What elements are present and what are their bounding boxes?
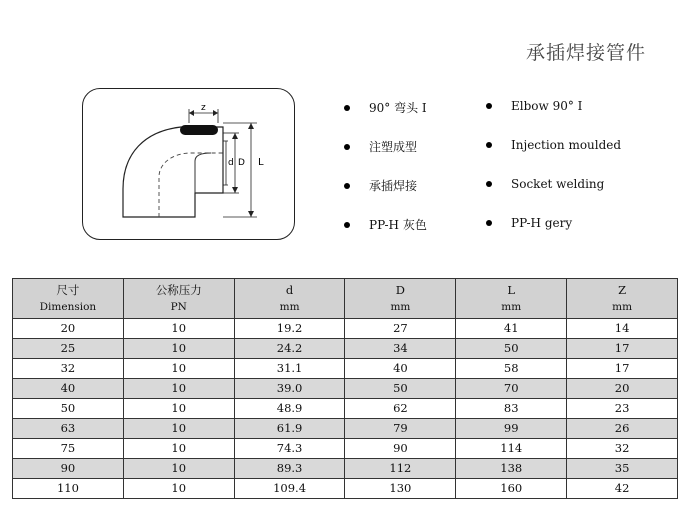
table-cell: 26 <box>567 419 678 439</box>
label-z: z <box>201 103 206 113</box>
table-cell: 10 <box>123 419 234 439</box>
table-cell: 10 <box>123 479 234 499</box>
table-cell: 61.9 <box>234 419 345 439</box>
table-cell: 31.1 <box>234 359 345 379</box>
label-D: D <box>238 158 245 168</box>
table-row <box>13 379 678 399</box>
table-cell: 17 <box>567 339 678 359</box>
table-cell: 48.9 <box>234 399 345 419</box>
table-cell: 74.3 <box>234 439 345 459</box>
table-header-row <box>13 279 678 319</box>
table-row <box>13 359 678 379</box>
table-cell: 23 <box>567 399 678 419</box>
table-cell: 14 <box>567 319 678 339</box>
feature-left-1: 90° 弯头 Ⅰ <box>344 99 427 116</box>
feature-right-2: Injection moulded <box>486 138 621 152</box>
table-cell: 40 <box>345 359 456 379</box>
table-cell: 89.3 <box>234 459 345 479</box>
table-cell: 19.2 <box>234 319 345 339</box>
table-cell: 25 <box>13 339 124 359</box>
table-cell: 41 <box>456 319 567 339</box>
header-L: L mm <box>456 279 567 319</box>
feature-left-2: 注塑成型 <box>344 138 417 155</box>
table-cell: 58 <box>456 359 567 379</box>
table-cell: 130 <box>345 479 456 499</box>
table-cell: 75 <box>13 439 124 459</box>
table-cell: 138 <box>456 459 567 479</box>
table-cell: 114 <box>456 439 567 459</box>
table-cell: 32 <box>567 439 678 459</box>
table-cell: 10 <box>123 459 234 479</box>
table-cell: 62 <box>345 399 456 419</box>
feature-left-3: 承插焊接 <box>344 177 417 194</box>
table-cell: 70 <box>456 379 567 399</box>
header-d: d mm <box>234 279 345 319</box>
table-cell: 20 <box>567 379 678 399</box>
header-D: D mm <box>345 279 456 319</box>
table-cell: 35 <box>567 459 678 479</box>
table-cell: 50 <box>456 339 567 359</box>
bullet-icon <box>486 181 492 187</box>
label-L: L <box>258 157 264 168</box>
table-row <box>13 319 678 339</box>
table-cell: 10 <box>123 339 234 359</box>
table-cell: 10 <box>123 359 234 379</box>
table-cell: 160 <box>456 479 567 499</box>
elbow-drawing <box>83 89 296 241</box>
table-row <box>13 399 678 419</box>
table-cell: 10 <box>123 439 234 459</box>
table-cell: 79 <box>345 419 456 439</box>
label-d: d <box>228 158 234 168</box>
header-pn: 公称压力 PN <box>123 279 234 319</box>
table-cell: 10 <box>123 319 234 339</box>
bullet-icon <box>486 142 492 148</box>
table-cell: 110 <box>13 479 124 499</box>
bullet-icon <box>344 222 350 228</box>
bullet-icon <box>486 103 492 109</box>
table-row <box>13 439 678 459</box>
table-cell: 83 <box>456 399 567 419</box>
table-cell: 112 <box>345 459 456 479</box>
table-body <box>13 319 678 499</box>
table-cell: 50 <box>345 379 456 399</box>
table-cell: 90 <box>13 459 124 479</box>
table-cell: 42 <box>567 479 678 499</box>
feature-right-3: Socket welding <box>486 177 604 191</box>
table-cell: 27 <box>345 319 456 339</box>
table-cell: 32 <box>13 359 124 379</box>
bullet-icon <box>486 220 492 226</box>
bullet-icon <box>344 183 350 189</box>
header-Z: Z mm <box>567 279 678 319</box>
page-title: 承插焊接管件 <box>525 42 646 64</box>
table-cell: 20 <box>13 319 124 339</box>
table-cell: 10 <box>123 379 234 399</box>
elbow-diagram <box>82 88 295 240</box>
table-cell: 50 <box>13 399 124 419</box>
table-cell: 17 <box>567 359 678 379</box>
table-cell: 63 <box>13 419 124 439</box>
feature-right-4: PP-H gery <box>486 216 572 230</box>
table-row <box>13 339 678 359</box>
table-cell: 90 <box>345 439 456 459</box>
table-cell: 109.4 <box>234 479 345 499</box>
table-cell: 24.2 <box>234 339 345 359</box>
bullet-icon <box>344 105 350 111</box>
feature-right-1: Elbow 90° Ⅰ <box>486 99 582 113</box>
table-cell: 10 <box>123 399 234 419</box>
table-row <box>13 479 678 499</box>
table-row <box>13 419 678 439</box>
header-dimension: 尺寸 Dimension <box>13 279 124 319</box>
socket-ring <box>180 125 218 135</box>
feature-left-4: PP-H 灰色 <box>344 216 427 233</box>
table-row <box>13 459 678 479</box>
table-cell: 99 <box>456 419 567 439</box>
bullet-icon <box>344 144 350 150</box>
table-cell: 34 <box>345 339 456 359</box>
table-cell: 40 <box>13 379 124 399</box>
spec-table <box>12 278 678 499</box>
table-cell: 39.0 <box>234 379 345 399</box>
